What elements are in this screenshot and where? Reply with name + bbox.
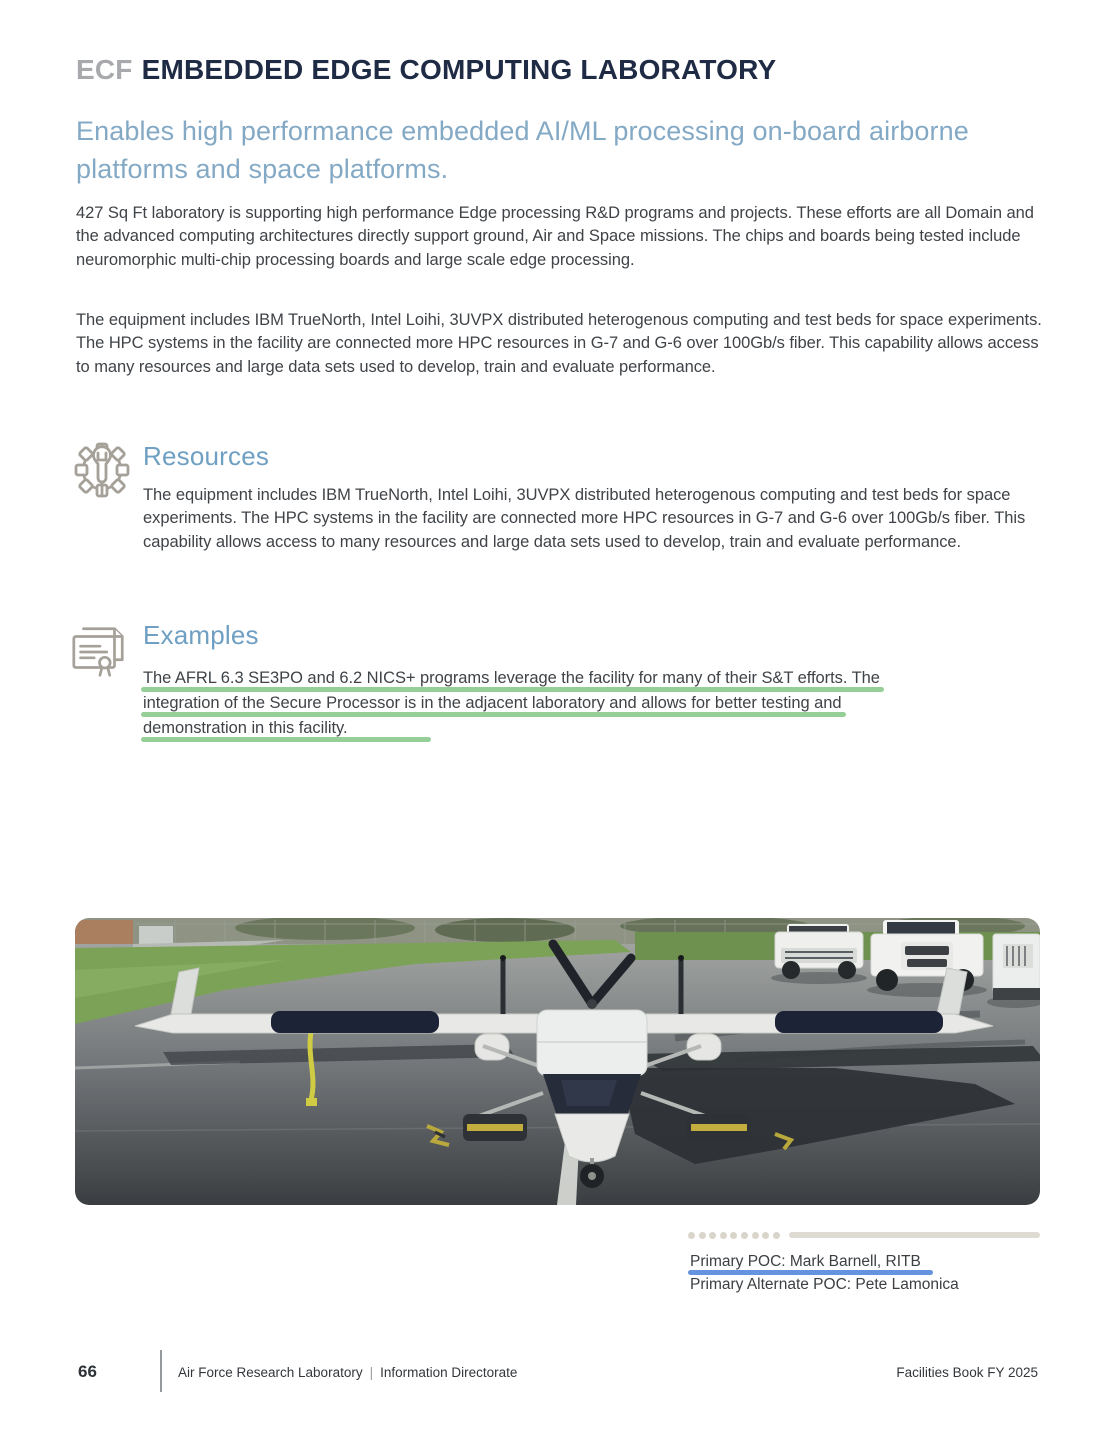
examples-line-highlighted: The AFRL 6.3 SE3PO and 6.2 NICS+ programs leverage the facility for many of their S&T efforts. The [143,666,880,691]
examples-line-highlighted: demonstration in this facility. [143,716,347,741]
divider-dot [709,1232,716,1239]
footer-right: Facilities Book FY 2025 [896,1365,1038,1380]
intro-paragraph: 427 Sq Ft laboratory is supporting high performance Edge processing R&D programs and projects. These efforts are all Domain and the advanced computing architectures directly support ground, Air and Space missions. The chips and boards being tested include neuromorphic multi-chip processing boards and large scale edge processing. [76,204,1034,269]
facility-photo [75,918,1040,1205]
footer-directorate: Information Directorate [380,1365,518,1380]
equipment-paragraph: The equipment includes IBM TrueNorth, Intel Loihi, 3UVPX distributed heterogenous computing and test beds for space experiments. The HPC systems in the facility are connected more HPC resources in G-7 and G-6 over 100Gb/s fiber. This capability allows access to many resources and large data sets used to develop, train and evaluate performance. [76,311,1042,376]
footer-left [178,1365,517,1380]
page-title-prefix: ECF [76,54,133,85]
divider-dot [773,1232,780,1239]
resources-heading: Resources [143,441,270,471]
dotted-divider [688,1231,1040,1239]
divider-dot [688,1232,695,1239]
gear-wrench-icon [70,438,134,506]
divider-bar [789,1232,1040,1238]
page-number: 66 [78,1362,97,1381]
primary-poc: Primary POC: Mark Barnell, RITB [690,1250,921,1273]
divider-dot [741,1232,748,1239]
page-subtitle: Enables high performance embedded AI/ML processing on-board airborne platforms and space platforms. [76,116,969,184]
examples-body [143,666,1038,741]
uav-photo-illustration [75,918,1040,1205]
resources-body: The equipment includes IBM TrueNorth, Intel Loihi, 3UVPX distributed heterogenous computing and test beds for space experiments. The HPC systems in the facility are connected more HPC resources in G-7 and G-6 over 100Gb/s fiber. This capability allows access to many resources and large data sets used to develop, train and evaluate performance. [143,486,1026,551]
footer-separator: | [369,1365,374,1380]
divider-dot [720,1232,727,1239]
poc-block [690,1250,959,1296]
footer-org: Air Force Research Laboratory [178,1365,363,1380]
alternate-poc: Primary Alternate POC: Pete Lamonica [690,1276,959,1293]
certificate-icon [68,621,130,683]
page-title-main: EMBEDDED EDGE COMPUTING LABORATORY [141,54,777,85]
divider-dot [762,1232,769,1239]
examples-line-highlighted: integration of the Secure Processor is in the adjacent laboratory and allows for better testing and [143,691,842,716]
divider-dot [699,1232,706,1239]
examples-heading: Examples [143,620,259,650]
footer-divider [160,1350,162,1392]
divider-dot [730,1232,737,1239]
page-title [76,54,776,86]
divider-dot [752,1232,759,1239]
